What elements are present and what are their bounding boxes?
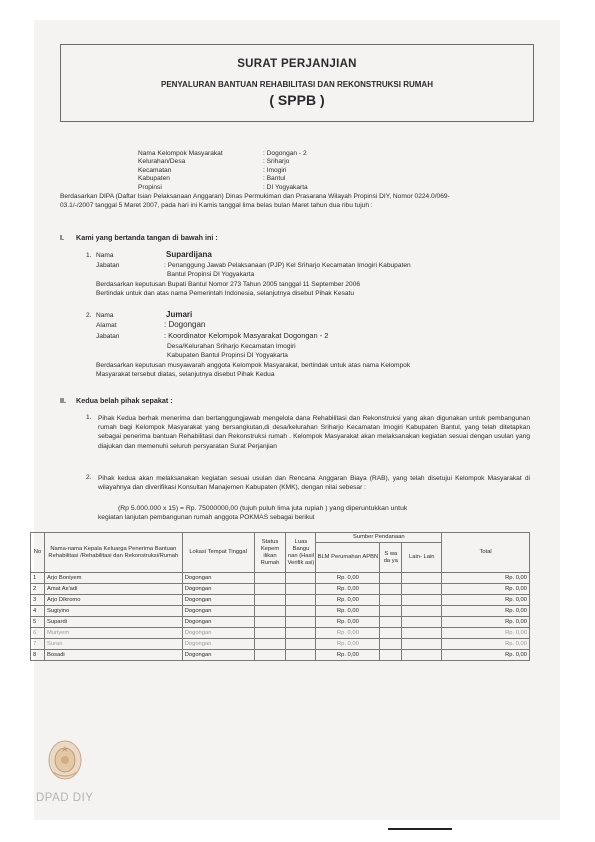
identity-label: Kelurahan/Desa <box>138 158 186 166</box>
cell-other <box>402 573 442 584</box>
party-2-job-label: Jabatan <box>96 333 120 340</box>
cell-status <box>254 639 286 650</box>
identity-value: : Bantul <box>263 175 286 183</box>
col-header-blm: BLM Perumahan APBN <box>316 543 380 573</box>
cell-blm: Rp. 0,00 <box>316 573 380 584</box>
cell-total: Rp. 0,00 <box>442 650 530 661</box>
cell-area <box>286 584 316 595</box>
col-header-status: Status Kepem ilikan Rumah <box>254 533 286 573</box>
cell-no: 7 <box>31 639 45 650</box>
cell-area <box>286 595 316 606</box>
cell-swadaya <box>380 617 402 628</box>
group-identity <box>138 150 308 192</box>
cell-location: Dogongan <box>182 595 254 606</box>
cell-status <box>254 628 286 639</box>
table-row <box>31 606 530 617</box>
cell-other <box>402 595 442 606</box>
cell-swadaya <box>380 650 402 661</box>
cell-swadaya <box>380 628 402 639</box>
cell-status <box>254 573 286 584</box>
cell-area <box>286 650 316 661</box>
cell-no: 5 <box>31 617 45 628</box>
identity-row <box>138 167 308 175</box>
section-2-title: Kedua belah pihak sepakat : <box>76 396 173 405</box>
identity-value: : Imogiri <box>263 166 287 174</box>
col-header-total: Total <box>442 533 530 573</box>
identity-label: Propinsi <box>138 183 162 191</box>
cell-other <box>402 639 442 650</box>
cell-no: 1 <box>31 573 45 584</box>
cell-name: Suran <box>44 639 182 650</box>
regional-emblem-icon <box>44 734 86 784</box>
cell-total: Rp. 0,00 <box>442 606 530 617</box>
section-1-title: Kami yang bertanda tangan di bawah ini : <box>76 233 218 242</box>
party-2-address-label: Alamat <box>96 322 117 329</box>
table-row <box>31 595 530 606</box>
cell-area <box>286 628 316 639</box>
party-2-job-line1: : Koordinator Kelompok Masyarakat Dogongan - 2 <box>164 331 329 340</box>
cell-other <box>402 628 442 639</box>
cell-total: Rp. 0,00 <box>442 617 530 628</box>
cell-location: Dogongan <box>182 584 254 595</box>
cell-other <box>402 617 442 628</box>
party-2-job-line3: Kabupaten Bantul Propinsi DI Yogyakarta <box>167 352 288 359</box>
cell-blm: Rp. 0,00 <box>316 650 380 661</box>
identity-row <box>138 158 308 166</box>
cell-name: Bosadi <box>44 650 182 661</box>
party-1-name-label: Nama <box>96 252 114 259</box>
cell-other <box>402 650 442 661</box>
col-header-name: Nama-nama Kepala Keluarga Penerima Bantuan Rehabilitasi /Rehabilitasi dan Rekonstruksi/Rumah <box>44 533 182 573</box>
budget-calculation: (Rp 5.000.000 x 15) = Rp. 75000000,00 (tujuh puluh lima juta rupiah ) yang diperuntukkan untuk <box>118 505 408 512</box>
col-header-swadaya: S wa da ya <box>380 543 402 573</box>
party-1-number: 1. <box>86 252 92 259</box>
cell-name: Supardi <box>44 617 182 628</box>
cell-area <box>286 606 316 617</box>
table-row <box>31 617 530 628</box>
party-1-job-line1: : Penanggung Jawab Pelaksanaan (PJP) Kel Sriharjo Kecamatan Imogiri Kabupaten <box>164 262 411 269</box>
cell-total: Rp. 0,00 <box>442 595 530 606</box>
clause-2-text: Pihak kedua akan melaksanakan kegiatan sesuai usulan dan Rencana Anggaran Biaya (RAB), yang telah disetujui Kelompok Masyarakat di wilayahnya dan diverifikasi Konsultan Manajemen Kabupaten (KMK), dengan nilai sebesar : <box>98 475 530 492</box>
party-2-number: 2. <box>86 312 92 319</box>
cell-no: 6 <box>31 628 45 639</box>
cell-swadaya <box>380 606 402 617</box>
budget-calculation-cont: kegiatan lanjutan pembangunan rumah anggota POKMAS sebagai berikut <box>98 514 315 521</box>
cell-other <box>402 584 442 595</box>
cell-location: Dogongan <box>182 628 254 639</box>
cell-total: Rp. 0,00 <box>442 573 530 584</box>
beneficiary-table <box>30 532 530 661</box>
archive-watermark: DPAD DIY <box>36 792 94 804</box>
cell-location: Dogongan <box>182 650 254 661</box>
party-2-name: Jumari <box>166 310 193 319</box>
party-1-acts: Bertindak untuk dan atas nama Pemerintah Indonesia, selanjutnya disebut Pihak Kesatu <box>96 290 355 297</box>
cell-status <box>254 606 286 617</box>
col-header-area: Luas Bangu nan (Hasil Verifik asi) <box>286 533 316 573</box>
identity-value: : DI Yogyakarta <box>263 183 308 191</box>
party-1-job-line2: Bantul Propinsi DI Yogyakarta <box>167 271 255 278</box>
cell-area <box>286 639 316 650</box>
cell-no: 8 <box>31 650 45 661</box>
document-title: SURAT PERJANJIAN <box>237 58 357 70</box>
cell-other <box>402 606 442 617</box>
section-1-number: I. <box>60 233 64 242</box>
cell-blm: Rp. 0,00 <box>316 606 380 617</box>
cell-total: Rp. 0,00 <box>442 639 530 650</box>
table-row <box>31 628 530 639</box>
clause-2-number: 2. <box>86 474 92 481</box>
cell-swadaya <box>380 573 402 584</box>
cell-status <box>254 650 286 661</box>
table-row <box>31 584 530 595</box>
table-row <box>31 639 530 650</box>
clause-1-text: Pihak Kedua berhak menerima dan bertanggungjawab mengelola dana Rehabilitasi dan Rekonstruksi yang akan digunakan untuk pembangunan rumah bagi Kelompok Masyarakat yang bersangkutan,di desa/kelurahan Sriharjo Kecamatan Imogiri Kabupaten Bantul, yang telah ditetapkan sebagai penerima bantuan Rehabilitasi dan Rekonstruksi rumah . Kelompok Masyarakat akan melaksanakan kegiatan sesuai dengan usulan yang diajukan dan memenuhi seluruh persyaratan Surat Perjanjian <box>98 415 530 450</box>
cell-name: Arjo Dikromo <box>44 595 182 606</box>
cell-total: Rp. 0,00 <box>442 584 530 595</box>
party-1-job-label: Jabatan <box>96 262 120 269</box>
cell-status <box>254 595 286 606</box>
col-header-location: Lokasi Tempat Tinggal <box>182 533 254 573</box>
cell-swadaya <box>380 639 402 650</box>
cell-status <box>254 617 286 628</box>
cell-no: 2 <box>31 584 45 595</box>
cell-name: Muriyem <box>44 628 182 639</box>
cell-swadaya <box>380 584 402 595</box>
table-row <box>31 573 530 584</box>
party-2-basis-line2: Masyarakat tersebut diatas, selanjutnya disebut Pihak Kedua <box>96 371 275 378</box>
cell-area <box>286 617 316 628</box>
cell-blm: Rp. 0,00 <box>316 639 380 650</box>
identity-label: Kabupaten <box>138 175 170 183</box>
identity-row <box>138 150 308 158</box>
cell-swadaya <box>380 595 402 606</box>
col-header-other: Lain- Lain <box>402 543 442 573</box>
cell-blm: Rp. 0,00 <box>316 595 380 606</box>
party-2-job-line2: Desa/Kelurahan Sriharjo Kecamatan Imogiri <box>167 343 296 350</box>
document-code: ( SPPB ) <box>269 92 325 108</box>
cell-location: Dogongan <box>182 573 254 584</box>
party-1-name: Supardijana <box>166 250 212 259</box>
identity-value: : Sriharjo <box>263 158 290 166</box>
party-2-basis-line1: Berdasarkan keputusan musyawarah anggota Kelompok Masyarakat, bertindak untuk atas nama Kelompok <box>96 362 411 369</box>
col-header-funding: Sumber Pendanaan <box>316 533 442 543</box>
scan-edge-line <box>388 828 452 830</box>
cell-blm: Rp. 0,00 <box>316 584 380 595</box>
cell-location: Dogongan <box>182 606 254 617</box>
identity-row <box>138 184 308 192</box>
cell-no: 3 <box>31 595 45 606</box>
cell-blm: Rp. 0,00 <box>316 628 380 639</box>
cell-no: 4 <box>31 606 45 617</box>
party-1-basis: Berdasarkan keputusan Bupati Bantul Nomor 273 Tahun 2005 tanggal 11 September 2006 <box>96 281 361 288</box>
cell-location: Dogongan <box>182 617 254 628</box>
party-2-name-label: Nama <box>96 312 114 319</box>
section-2-number: II. <box>60 396 66 405</box>
clause-1-number: 1. <box>86 414 92 421</box>
table-row <box>31 650 530 661</box>
cell-blm: Rp. 0,00 <box>316 617 380 628</box>
cell-total: Rp. 0,00 <box>442 628 530 639</box>
party-2-address: : Dogongan <box>164 320 206 329</box>
identity-value: : Dogongan - 2 <box>263 150 307 157</box>
col-header-no: No <box>31 533 45 573</box>
identity-row <box>138 175 308 183</box>
cell-name: Amat As'adi <box>44 584 182 595</box>
intro-paragraph: Berdasarkan DIPA (Daftar Isian Pelaksanaan Anggaran) Dinas Permukiman dan Prasarana Wilayah Propinsi DIY, Nomor 0224.0/069-03.1/-/2007 tanggal 5 Maret 2007, pada hari ini Kamis tanggal lima belas bulan Maret tahun dua ribu tujuh : <box>60 193 450 209</box>
cell-location: Dogongan <box>182 639 254 650</box>
cell-name: Sugiyino <box>44 606 182 617</box>
identity-label: Kecamatan <box>138 166 172 174</box>
document-subtitle: PENYALURAN BANTUAN REHABILITASI DAN REKONSTRUKSI RUMAH <box>160 80 433 89</box>
cell-name: Arjo Boniyem <box>44 573 182 584</box>
cell-status <box>254 584 286 595</box>
cell-area <box>286 573 316 584</box>
identity-label: Nama Kelompok Masyarakat <box>138 150 223 157</box>
